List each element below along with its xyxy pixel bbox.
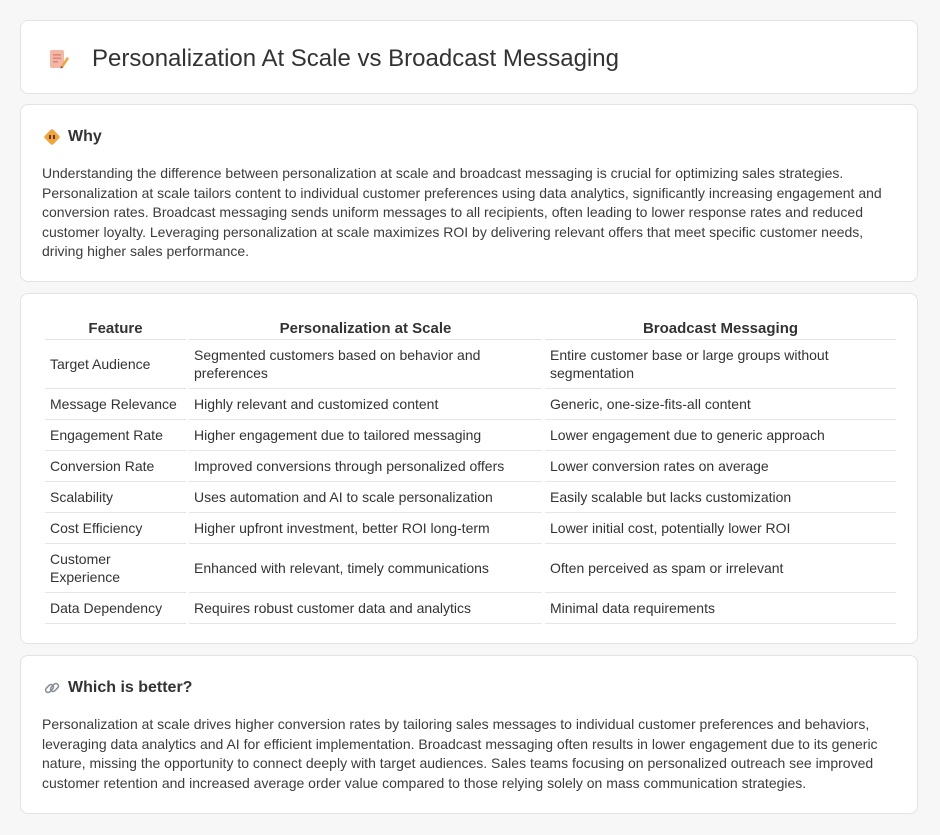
broadcast-cell: Minimal data requirements <box>545 593 896 624</box>
why-body: Understanding the difference between personalization at scale and broadcast messaging is crucial for optimizing sales strategies. Personalization at scale tailors content to individual customer preferences using data analytics, significantly increasing engagement and conversion rates. Broadcast messaging sends uniform messages to all recipients, often leading to lower response rates and reduced customer loyalty. Leveraging personalization at scale maximizes ROI by delivering relevant offers that meet specific customer needs, driving higher sales performance. <box>42 165 882 260</box>
better-heading: Which is better? <box>68 679 193 696</box>
feature-cell: Scalability <box>45 482 186 513</box>
broadcast-cell: Lower initial cost, potentially lower ROI <box>545 513 896 544</box>
header-card <box>20 20 918 94</box>
feature-cell: Customer Experience <box>45 544 186 593</box>
table-row <box>45 482 896 513</box>
table-row <box>45 513 896 544</box>
feature-cell: Data Dependency <box>45 593 186 624</box>
which-is-better-section <box>20 655 918 814</box>
broadcast-cell: Often perceived as spam or irrelevant <box>545 544 896 593</box>
broadcast-cell: Lower engagement due to generic approach <box>545 420 896 451</box>
better-heading-row <box>43 678 192 698</box>
feature-cell: Conversion Rate <box>45 451 186 482</box>
comparison-table <box>42 315 899 624</box>
feature-cell: Message Relevance <box>45 389 186 420</box>
column-header-broadcast: Broadcast Messaging <box>545 315 896 340</box>
personalization-cell: Higher engagement due to tailored messaging <box>189 420 542 451</box>
table-row <box>45 389 896 420</box>
broadcast-cell: Generic, one-size-fits-all content <box>545 389 896 420</box>
broadcast-cell: Lower conversion rates on average <box>545 451 896 482</box>
table-row <box>45 593 896 624</box>
personalization-cell: Improved conversions through personalized offers <box>189 451 542 482</box>
personalization-cell: Segmented customers based on behavior and preferences <box>189 340 542 389</box>
table-row <box>45 544 896 593</box>
feature-cell: Cost Efficiency <box>45 513 186 544</box>
table-header-row <box>45 315 896 340</box>
table-row <box>45 451 896 482</box>
personalization-cell: Requires robust customer data and analytics <box>189 593 542 624</box>
page-title: Personalization At Scale vs Broadcast Messaging <box>92 45 619 72</box>
feature-cell: Engagement Rate <box>45 420 186 451</box>
table-row <box>45 420 896 451</box>
personalization-cell: Enhanced with relevant, timely communications <box>189 544 542 593</box>
comparison-table-section <box>20 293 918 644</box>
column-header-feature: Feature <box>45 315 186 340</box>
broadcast-cell: Easily scalable but lacks customization <box>545 482 896 513</box>
table-row <box>45 340 896 389</box>
better-body: Personalization at scale drives higher conversion rates by tailoring sales messages to individual customer preferences and behaviors, leveraging data analytics and AI for efficient implementation. Broadcast messaging often results in lower engagement due to its generic nature, missing the opportunity to connect deeply with target audiences. Sales teams focusing on personalized outreach see improved customer retention and increased average order value compared to those relying solely on mass communication strategies. <box>42 716 878 791</box>
why-heading: Why <box>68 128 102 145</box>
column-header-personalization: Personalization at Scale <box>189 315 542 340</box>
personalization-cell: Uses automation and AI to scale personalization <box>189 482 542 513</box>
broadcast-cell: Entire customer base or large groups without segmentation <box>545 340 896 389</box>
personalization-cell: Highly relevant and customized content <box>189 389 542 420</box>
link-icon <box>43 679 61 697</box>
why-section <box>20 104 918 282</box>
diamond-sign-icon <box>43 128 61 146</box>
personalization-cell: Higher upfront investment, better ROI long-term <box>189 513 542 544</box>
feature-cell: Target Audience <box>45 340 186 389</box>
why-heading-row <box>43 127 102 147</box>
pencil-document-icon <box>48 47 70 71</box>
